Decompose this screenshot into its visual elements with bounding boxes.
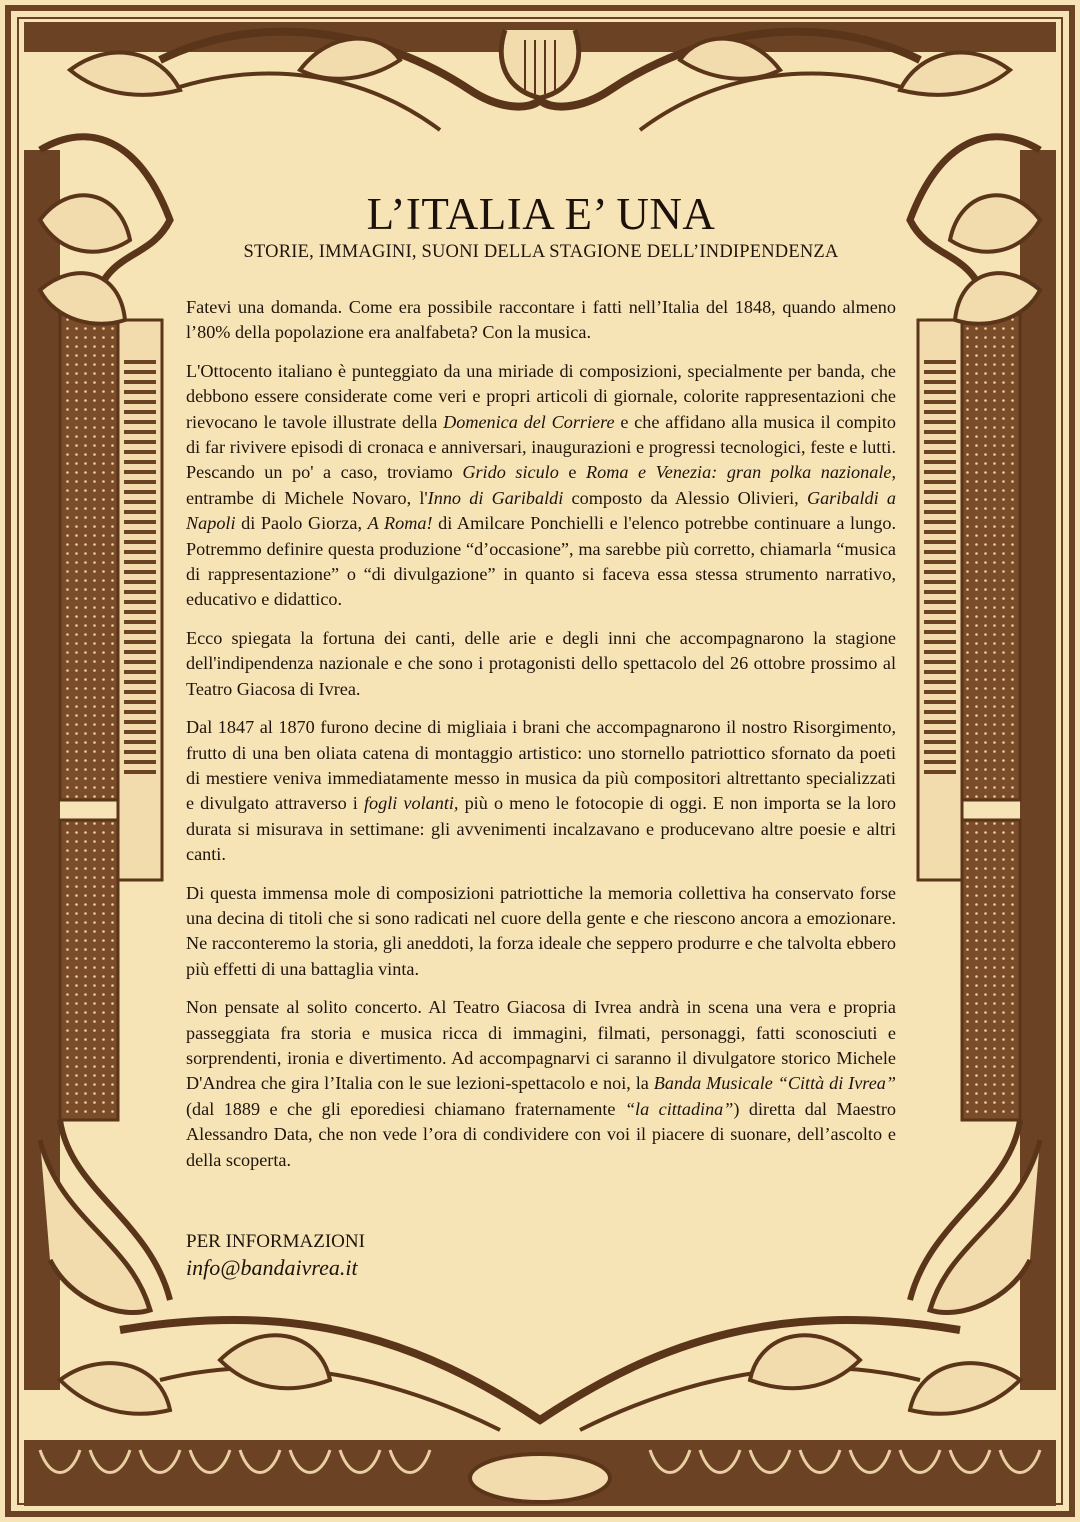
text-run: Dal 1847 al 1870 furono decine di migliaia i brani che accompagnarono il nostro Risorgimento, frutto di una ben oliata catena di montaggio artistico: uno stornello patriottico sfornato da poeti di mestiere veniva immediatamente messo in musica da più compositori altrettanto specializzati e divulgato attraverso i [186,717,896,814]
text-run: , entrambe di Michele Novaro, l' [186,462,896,508]
text-run: e [558,462,587,483]
italic-text: Grido siculo [462,462,559,483]
italic-text: Inno di Garibaldi [427,487,564,508]
text-run: (dal 1889 e che gli eporediesi chiamano fraternamente [186,1098,625,1119]
text-run: L'Ottocento italiano è punteggiato da una miriade di composizioni, specialmente per banda, che debbono essere considerate come veri e propri articoli di giornale, colorite rappresentazioni che rievocano le tavole illustrate della [186,360,896,432]
text-run: Di questa immensa mole di composizioni patriottiche la memoria collettiva ha conservato forse una decina di titoli che si sono radicati nel cuore della gente e che riescono ancora a emozionare. Ne racconteremo la storia, gli aneddoti, la forza ideale che seppero produrre e che talvolta ebbero più effetti di una battaglia vinta. [186,882,896,979]
paragraph [186,359,896,613]
text-run: e che affidano alla musica il compito di far rivivere episodi di cronaca e anniversari, inaugurazioni e progressi tecnologici, feste e lutti. Pescando un po' a caso, troviamo [186,411,897,483]
info-email-link[interactable]: info@bandaivrea.it [186,1255,358,1280]
italic-text: Roma e Venezia: gran polka nazionale [586,462,892,483]
italic-text: Garibaldi a Napoli [186,487,897,534]
document-subtitle: STORIE, IMMAGINI, SUONI DELLA STAGIONE DELL’INDIPENDENZA [243,242,839,262]
text-run: Non pensate al solito concerto. Al Teatro Giacosa di Ivrea andrà in scena una vera e propria passeggiata fra storia e musica ricca di immagini, filmati, personaggi, fatti sconosciuti e sorprendenti, ironia e divertimento. Ad accompagnarvi ci saranno il divulgatore storico Michele D'Andrea che gira l’Italia con le sue lezioni-spettacolo e noi, la [186,997,896,1094]
text-run: Ecco spiegata la fortuna dei canti, delle arie e degli inni che accompagnarono la stagione dell'indipendenza nazionale e che sono i protagonisti dello spettacolo del 26 ottobre prossimo al Teatro Giacosa di Ivrea. [186,627,896,699]
italic-text: Domenica del Corriere [443,411,615,432]
paragraph [186,881,896,983]
italic-text: Banda Musicale “Città di Ivrea” [653,1073,896,1094]
lyre-icon [501,30,578,98]
info-label: PER INFORMAZIONI [186,1231,365,1252]
italic-text: A Roma! [367,513,433,534]
document-body [186,188,896,1281]
document-title: L’ITALIA E’ UNA [366,189,716,239]
text-run: ) diretta dal Maestro Alessandro Data, che non vede l’ora di condividere con voi il piacere di suonare, dell’ascolto e della scoperta. [186,1098,896,1170]
paragraphs [186,295,896,1173]
paragraph [186,295,896,346]
text-run: Fatevi una domanda. Come era possibile raccontare i fatti nell’Italia del 1848, quando almeno l’80% della popolazione era analfabeta? Con la musica. [186,297,896,343]
italic-text: “la cittadina” [624,1098,734,1119]
paragraph [186,626,896,702]
text-run: di Paolo Giorza, [235,513,368,534]
text-run: di Amilcare Ponchielli e l'elenco potrebbe continuare a lungo. Potremmo definire questa produzione “d’occasione”, ma sarebbe più corretto, chiamarla “musica di rappresentazione” o “di divulgazione” in quanto si faceva essa stessa strumento narrativo, educativo e didattico. [186,513,897,610]
text-run: composto da Alessio Olivieri, [563,487,807,508]
text-run: più o meno le fotocopie di oggi. E non importa se la loro durata si misurava in settimane: gli avvenimenti incalzavano e producevano altre poesie e altri canti. [186,793,896,865]
top-ornament [24,22,1056,130]
paragraph [186,995,896,1173]
paragraph [186,715,896,867]
italic-text: fogli volanti, [363,793,459,814]
